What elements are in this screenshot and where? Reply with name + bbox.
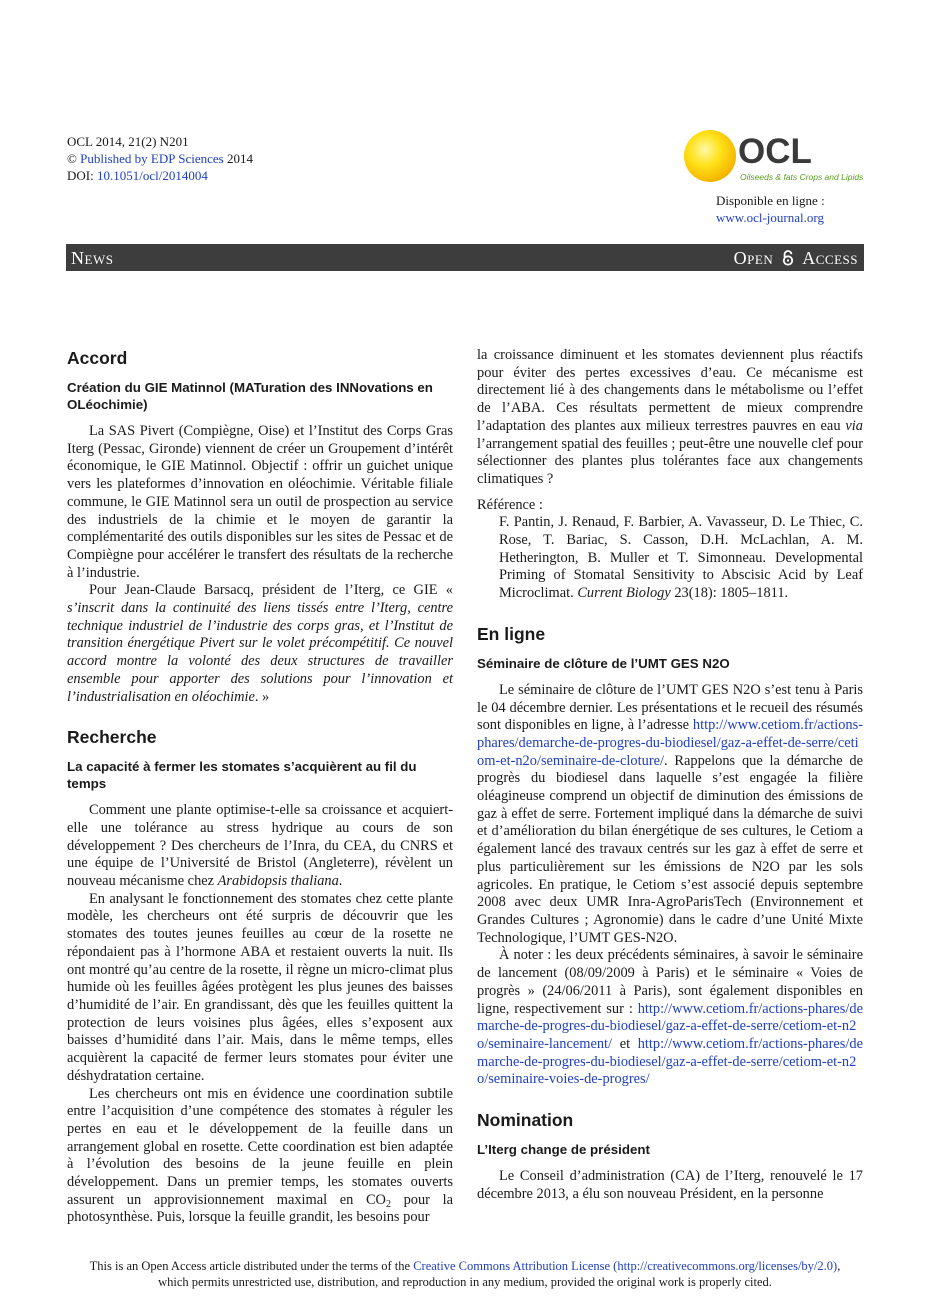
text-run: . » <box>254 688 270 705</box>
logo-text: OCL <box>738 132 812 171</box>
text-run: la croissance diminuent et les stomates deviennent plus réactifs pour éviter des pertes excessives d’eau. Ce mécanisme est directement lié à des changements dans le métabolisme ou l’effet de l’ABA. Ces résultats permettent de mieux comprendre l’adaptation des plantes aux milieux terrestres pauvres en eau <box>477 347 863 434</box>
paragraph <box>477 947 863 1089</box>
footer-line: which permits unrestricted use, distribution, and reproduction in any medium, provided the original work is properly cited. <box>158 1275 772 1289</box>
availability <box>716 192 825 226</box>
text-run: À noter : les deux précédents séminaires, à savoir le séminaire de lancement (08/09/2009 à Paris) et le séminaire « Voies de progrès » (24/06/2011 à Paris), sont également disponibles en ligne, respectivement sur : <box>477 947 863 1017</box>
paragraph <box>477 682 863 948</box>
paragraph <box>67 802 453 891</box>
subsection-title-president: L’Iterg change de président <box>477 1142 650 1158</box>
doi-label: DOI: <box>67 168 94 183</box>
paragraph: Le Conseil d’administration (CA) de l’Iterg, renouvelé le 17 décembre 2013, a élu son nouveau Président, en la personne <box>477 1168 863 1202</box>
license-link[interactable]: Creative Commons Attribution License (http://creativecommons.org/licenses/by/2.0) <box>413 1259 838 1273</box>
section-title-recherche: Recherche <box>67 727 157 748</box>
text-run: pour la photosynthèse. Puis, lorsque la feuille grandit, les besoins pour <box>67 1191 453 1226</box>
access-label: Access <box>802 248 858 268</box>
journal-url-link[interactable]: www.ocl-journal.org <box>716 210 824 225</box>
copyright-line <box>67 150 253 167</box>
text-run: F. Pantin, J. Renaud, F. Barbier, A. Vavasseur, D. Le Thiec, C. Rose, T. Bariac, S. Casson, D.H. McLachlan, A. M. Hetherington, B. Muller et T. Simonneau. Developmental Priming of Stomatal Sensitivity to Abscisic Acid by Leaf Microclimat. <box>499 514 863 602</box>
quote-text: s’inscrit dans la continuité des liens tissés entre l’Iterg, centre technique industriel de l’industrie des corps gras, et l’Institut de transition énergétique Pivert sur le volet précompétitif. Ce nouvel accord montre la volonté des deux structures de travailler ensemble pour apporter des solutions pour l’innovation et l’industrialisation en oléochimie <box>67 600 453 705</box>
species-name: Arabidopsis thaliana <box>217 873 339 890</box>
text-run: et <box>612 1035 638 1052</box>
section-title-en-ligne: En ligne <box>477 623 546 644</box>
text-run: 23(18): 1805–1811. <box>670 585 789 602</box>
reference <box>477 514 863 603</box>
banner-open-access <box>734 248 858 269</box>
paragraph: La SAS Pivert (Compiègne, Oise) et l’Institut des Corps Gras Iterg (Pessac, Gironde) viennent de créer un Groupement d’intérêt économique, le GIE Matinnol. Objectif : offrir un guichet unique vers les plateformes d’innovation en oléochimie. Véritable filiale commune, le GIE Matinnol sera un outil de prospection au service des industriels de la chimie et le moyen de garantir la complémentarité des outils disponibles sur les sites de Pessac et de Compiègne pour accélérer le transfert des résultats de la recherche à l’industrie. <box>67 423 453 581</box>
license-footer <box>0 1258 930 1290</box>
text-run: Comment une plante optimise-t-elle sa croissance et acquiert-elle une tolérance au stress hydrique au cours de son développement ? Des chercheurs de l’Inra, du CEA, du CNRS et une équipe de l’Université de Bristol (Angleterre), révèlent un nouveau mécanisme chez <box>67 802 453 890</box>
subsection-title-stomates: La capacité à fermer les stomates s’acquièrent au fil du temps <box>67 759 417 792</box>
banner-news: News <box>71 248 114 268</box>
text-run: . <box>338 873 343 890</box>
paragraph <box>67 1086 453 1228</box>
text-run: This is an Open Access article distributed under the terms of the <box>89 1259 414 1273</box>
italic-via: via <box>845 417 863 434</box>
seminaire-voies-link[interactable]: http://www.cetiom.fr/actions-phares/demarche-de-progres-du-biodiesel/gaz-a-effet-de-serre/cetiom-et-n2o/seminaire-voies-de-progres/ <box>477 1035 863 1088</box>
availability-label: Disponible en ligne : <box>716 193 825 208</box>
copyright-year: 2014 <box>226 151 253 166</box>
text-run: Les chercheurs ont mis en évidence une coordination subtile entre l’acquisition d’une compétence des stomates à réguler les pertes en eau et le développement de la feuille dans un arrangement global en rosette. Cette coordination est bien adaptée à l’évolution des besoins de la jeune feuille en plein développement. Dans un premier temps, les stomates ouverts assurent un approvisionnement maximal en CO <box>67 1085 453 1208</box>
left-column <box>67 347 453 1227</box>
doi-line <box>67 167 253 184</box>
right-column <box>477 347 863 1203</box>
seminaire-cloture-link[interactable]: http://www.cetiom.fr/actions-phares/demarche-de-progres-du-biodiesel/gaz-a-effet-de-serre/cetiom-et-n2o/seminaire-de-cloture/ <box>477 717 863 769</box>
journal-line: OCL 2014, 21(2) N201 <box>67 134 189 149</box>
seminaire-lancement-link[interactable]: http://www.cetiom.fr/actions-phares/demarche-de-progres-du-biodiesel/gaz-a-effet-de-serre/cetiom-et-n2o/seminaire-lancement/ <box>477 1000 863 1052</box>
text-run: Le séminaire de clôture de l’UMT GES N2O s’est tenu à Paris le 04 décembre dernier. Les présentations et le recueil des résumés sont disponibles en ligne, à l’adresse <box>477 681 863 734</box>
subsection-title-matinnol: Création du GIE Matinnol (MATuration des INNovations en OLéochimie) <box>67 380 433 412</box>
text-run: . Rappelons que la démarche de progrès du biodiesel dans laquelle s’est engagée la filière oléagineuse comprend un objectif de diminution des émissions de gaz à effet de serre. Fortement impliqué dans la démarche de suivi et d’amélioration du bilan énergétique de ses cultures, le Cetiom a également lancé des travaux centrés sur les gaz à effet de serre et plus particulièrement sur les émissions de N2O par les sols agricoles. En pratique, le Cetiom s’est associé depuis septembre 2008 avec deux UMR Inra-AgroParisTech (Environnement et Grandes Cultures ; Agronomie) dans le cadre d’une Unité Mixte Technologique, l’UMT GES-N2O. <box>477 752 863 946</box>
footer-line <box>0 1258 930 1274</box>
journal-name: Current Biology <box>577 585 671 602</box>
paragraph <box>67 582 453 706</box>
reference-label: Référence : <box>477 496 543 513</box>
copyright-symbol: © <box>67 151 77 166</box>
paragraph <box>477 347 863 489</box>
article-meta <box>67 133 253 184</box>
section-title-nomination: Nomination <box>477 1110 574 1131</box>
section-title-accord: Accord <box>67 348 128 368</box>
publisher-link[interactable]: Published by EDP Sciences <box>80 151 224 166</box>
text-run: l’arrangement spatial des feuilles ; peut-être une nouvelle clef pour sélectionner des plantes plus tolérantes face aux changements climatiques ? <box>477 435 863 487</box>
open-access-lock-icon <box>781 250 795 266</box>
text-run: Pour Jean-Claude Barsacq, président de l’Iterg, ce GIE « <box>89 582 453 599</box>
sun-logo-icon <box>684 130 736 182</box>
subscript: 2 <box>385 1198 391 1210</box>
subsection-title-seminaire: Séminaire de clôture de l’UMT GES N2O <box>477 655 730 671</box>
logo-tagline: Oilseeds & fats Crops and Lipids <box>740 172 864 182</box>
section-banner <box>66 244 864 271</box>
doi-link[interactable]: 10.1051/ocl/2014004 <box>96 168 208 183</box>
paragraph: En analysant le fonctionnement des stomates chez cette plante modèle, les chercheurs ont été surpris de découvrir que les stomates des toutes jeunes feuilles au cœur de la rosette ne répondaient pas à l’hormone ABA et restaient ouverts la nuit. Ils ont montré qu’au centre de la rosette, il règne un micro-climat plus humide où les feuilles âgées protègent les plus jeunes des baisses d’humidité de l’air. En grandissant, dès que les feuilles quittent la protection de leurs voisines plus âgées, elles s’exposent aux baisses d’humidité dans l’air. Mais, dans le même temps, elles acquièrent la capacité de fermer leurs stomates pour éviter une déshydratation certaine. <box>67 890 453 1084</box>
text-run: , <box>837 1259 841 1273</box>
open-label: Open <box>733 248 774 268</box>
